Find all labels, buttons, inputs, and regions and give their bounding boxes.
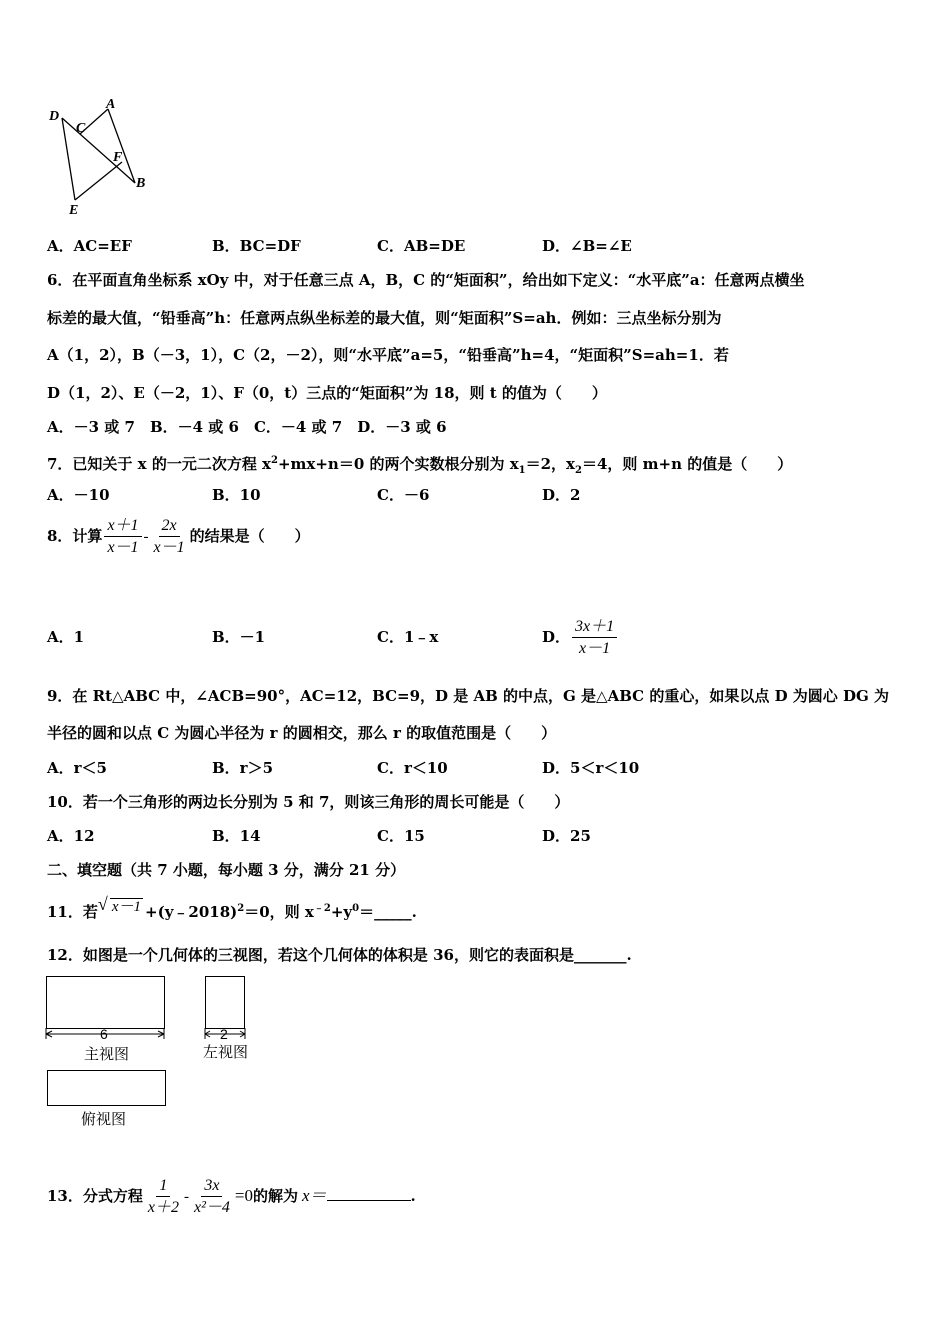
q13-frac1-denominator: x＋2 bbox=[147, 1199, 179, 1216]
q11-stem bbox=[47, 892, 417, 927]
q8-option-d-label: D． bbox=[542, 628, 571, 646]
q7-sup: 2 bbox=[271, 455, 278, 466]
label-D: D bbox=[49, 109, 60, 124]
q8-stem bbox=[47, 516, 310, 557]
q7-pre: 7．已知关于 x 的一元二次方程 x bbox=[47, 455, 271, 473]
label-C: C bbox=[76, 121, 86, 136]
q8-optd-numerator: 3x＋1 bbox=[572, 618, 617, 638]
q13-variable: x＝ bbox=[302, 1186, 327, 1205]
q8-option-c: C．1﹣x bbox=[377, 628, 439, 646]
q10-option-b: B．14 bbox=[212, 827, 261, 845]
q11-mid3: +y bbox=[330, 903, 353, 921]
q9-option-a: A．r＜5 bbox=[47, 759, 107, 777]
q7-option-c: C．－6 bbox=[377, 486, 430, 504]
front-view-label: 主视图 bbox=[84, 1045, 130, 1063]
q13-stem bbox=[47, 1158, 416, 1235]
label-F: F bbox=[113, 150, 123, 165]
q13-frac1-numerator: 1 bbox=[156, 1177, 170, 1197]
q7-post: ＝4，则 m+n 的值是（ ） bbox=[581, 455, 793, 473]
q8-fraction-1 bbox=[104, 517, 141, 557]
q5-option-a: A．AC=EF bbox=[47, 237, 132, 255]
q11-mid: +(y﹣2018) bbox=[145, 903, 238, 921]
q8-post: 的结果是（ ） bbox=[189, 527, 310, 545]
q11-sup3: 0 bbox=[352, 903, 360, 914]
q8-frac1-denominator: x－1 bbox=[107, 539, 139, 556]
q8-frac1-numerator: x＋1 bbox=[104, 517, 141, 537]
q10-option-d: D．25 bbox=[542, 827, 591, 845]
q13-fraction-2 bbox=[191, 1177, 233, 1217]
q8-option-b: B．－1 bbox=[212, 628, 266, 646]
q6-line-3: A（1，2），B（－3，1），C（2，－2），则“水平底”a=5，“铅垂高”h=4，“矩面积”S=ah=1．若 bbox=[47, 346, 729, 364]
q9-option-c: C．r＜10 bbox=[377, 759, 448, 777]
q13-end: . bbox=[410, 1187, 416, 1205]
q8-optd-denominator: x－1 bbox=[579, 640, 611, 657]
front-view-rect bbox=[46, 976, 165, 1029]
q13-answer-blank[interactable] bbox=[327, 1186, 411, 1201]
q13-fraction-1 bbox=[145, 1177, 182, 1217]
q13-post: 的解为 bbox=[252, 1187, 298, 1205]
q10-option-c: C．15 bbox=[377, 827, 425, 845]
q10-stem: 10．若一个三角形的两边长分别为 5 和 7，则该三角形的周长可能是（ ） bbox=[47, 793, 570, 811]
q5-option-d: D．∠B=∠E bbox=[542, 237, 632, 255]
side-view-label: 左视图 bbox=[203, 1043, 249, 1061]
segment-EF bbox=[75, 162, 122, 200]
q13-frac2-numerator: 3x bbox=[201, 1177, 222, 1197]
q7-sub2: 2 bbox=[575, 465, 582, 476]
front-view-dimension: 6 bbox=[100, 1026, 108, 1042]
q8-frac2-numerator: 2x bbox=[159, 517, 180, 537]
q8-fraction-2 bbox=[151, 517, 188, 557]
top-view-label: 俯视图 bbox=[81, 1110, 127, 1128]
q13-label: 13．分式方程 bbox=[47, 1187, 143, 1205]
radical-sign-icon: √ bbox=[97, 894, 108, 914]
q11-mid2: ＝0，则 x bbox=[244, 903, 314, 921]
q11-sup1: 2 bbox=[237, 903, 245, 914]
q5-option-c: C．AB=DE bbox=[377, 237, 466, 255]
side-view-rect bbox=[205, 976, 245, 1029]
q8-option-d-fraction bbox=[572, 618, 617, 658]
q6-line-4: D（1，2）、E（－2，1）、F（0，t）三点的“矩面积”为 18，则 t 的值为（ ） bbox=[47, 384, 607, 402]
side-view-dimension: 2 bbox=[220, 1026, 228, 1042]
q13-minus: - bbox=[183, 1189, 189, 1205]
q7-mid2: ＝2，x bbox=[525, 455, 576, 473]
q7-option-b: B．10 bbox=[212, 486, 261, 504]
q11-sup2: ﹣2 bbox=[313, 903, 331, 914]
q7-option-d: D．2 bbox=[542, 486, 581, 504]
q7-stem bbox=[47, 451, 792, 481]
q11-radicand: x－1 bbox=[111, 899, 142, 915]
q6-options: A．－3 或 7 B．－4 或 6 C．－4 或 7 D．－3 或 6 bbox=[47, 418, 447, 436]
q7-mid: +mx+n＝0 的两个实数根分别为 x bbox=[277, 455, 519, 473]
q8-label: 8．计算 bbox=[47, 527, 103, 545]
q9-line-1: 9．在 Rt△ABC 中，∠ACB=90°，AC=12，BC=9，D 是 AB 的中点，G 是△ABC 的重心，如果以点 D 为圆心 DG 为 bbox=[47, 687, 890, 705]
q11-label: 11．若 bbox=[47, 903, 98, 921]
label-E: E bbox=[69, 203, 79, 218]
q8-option-d bbox=[542, 600, 619, 674]
label-A: A bbox=[106, 97, 116, 112]
q7-sub1: 1 bbox=[518, 465, 526, 476]
triangle-figure bbox=[40, 92, 160, 222]
q13-equals: =0 bbox=[234, 1186, 253, 1205]
q9-option-b: B．r＞5 bbox=[212, 759, 274, 777]
q10-option-a: A．12 bbox=[47, 827, 95, 845]
q5-option-b: B．BC=DF bbox=[212, 237, 301, 255]
label-B: B bbox=[136, 176, 146, 191]
q6-line-1: 6．在平面直角坐标系 xOy 中，对于任意三点 A，B，C 的“矩面积”，给出如下定义：“水平底”a：任意两点横坐 bbox=[47, 271, 805, 289]
q8-minus: - bbox=[143, 529, 149, 545]
segment-DE bbox=[62, 118, 75, 200]
q11-square-root bbox=[98, 892, 145, 922]
q8-option-a: A．1 bbox=[47, 628, 85, 646]
q11-post: ＝_____. bbox=[359, 903, 417, 921]
q7-option-a: A．－10 bbox=[47, 486, 110, 504]
segment-DB bbox=[62, 118, 135, 183]
q13-frac2-denominator: x²－4 bbox=[193, 1199, 230, 1216]
q8-frac2-denominator: x－1 bbox=[153, 539, 185, 556]
q6-line-2: 标差的最大值，“铅垂高”h：任意两点纵坐标差的最大值，则“矩面积”S=ah．例如：三点坐标分别为 bbox=[47, 309, 722, 327]
q9-line-2: 半径的圆和以点 C 为圆心半径为 r 的圆相交，那么 r 的取值范围是（ ） bbox=[47, 724, 557, 742]
section-2-heading: 二、填空题（共 7 小题，每小题 3 分，满分 21 分） bbox=[47, 861, 406, 879]
q12-stem: 12．如图是一个几何体的三视图，若这个几何体的体积是 36，则它的表面积是_______. bbox=[47, 946, 632, 964]
q9-option-d: D．5＜r＜10 bbox=[542, 759, 640, 777]
segment-AB bbox=[108, 109, 135, 183]
top-view-rect bbox=[47, 1070, 166, 1106]
